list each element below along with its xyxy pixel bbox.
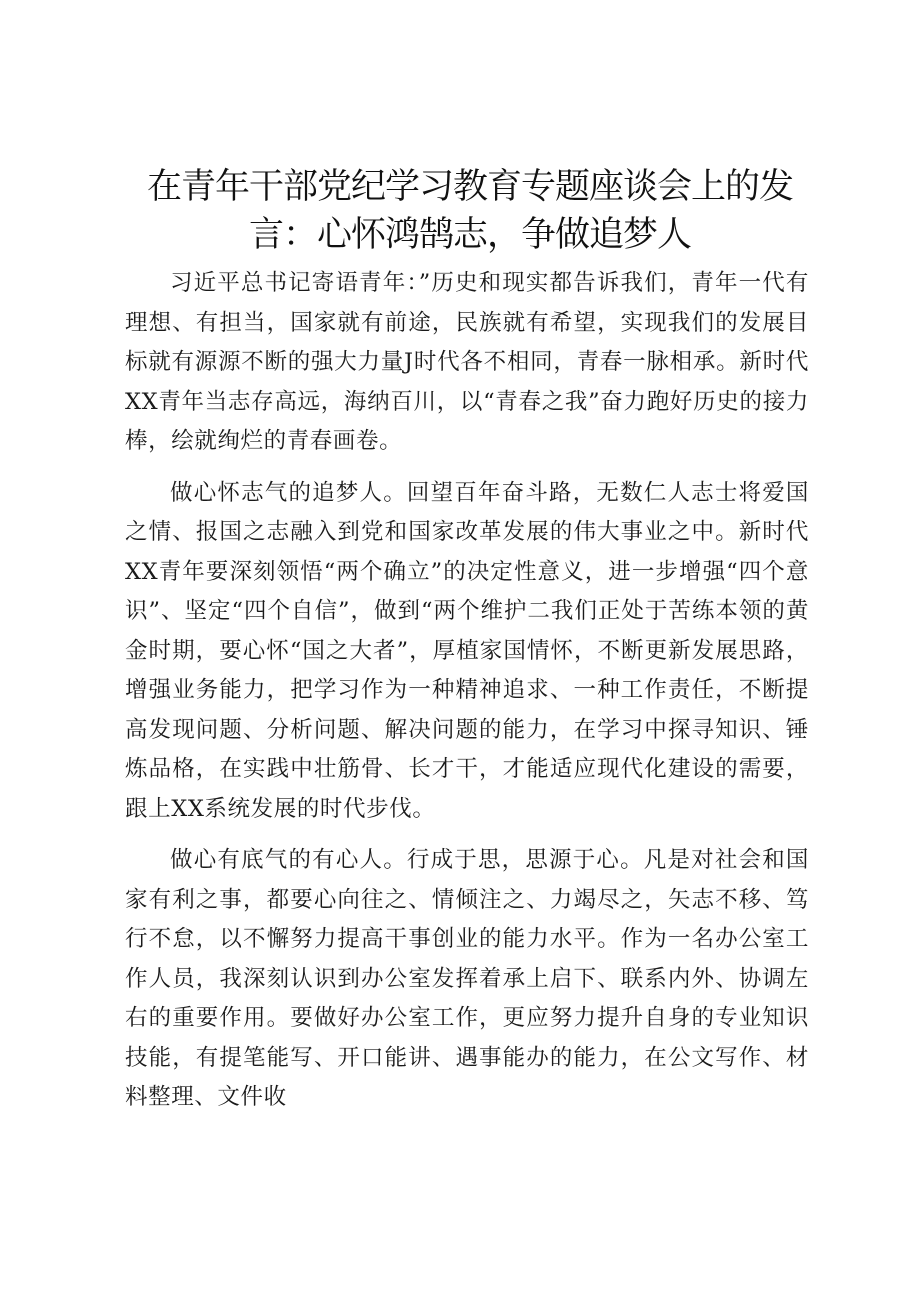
paragraph: 做心怀志气的追梦人。回望百年奋斗路，无数仁人志士将爱国之情、报国之志融入到党和国家改革发展的伟大事业之中。新时代XX青年要深刻领悟“两个确立”的决定性意义，进一步增强“四个意识”、坚定“四个自信”，做到“两个维护二我们正处于苦练本领的黄金时期，要心怀“国之大者”，厚植家国情怀，不断更新发展思路，增强业务能力，把学习作为一种精神追求、一种工作责任，不断提高发现问题、分析问题、解决问题的能力，在学习中探寻知识、锤炼品格，在实践中壮筋骨、长才干，才能适应现代化建设的需要，跟上XX系统发展的时代步伐。 [125,479,809,822]
paragraph: 习近平总书记寄语青年：”历史和现实都告诉我们，青年一代有理想、有担当，国家就有前途，民族就有希望，实现我们的发展目标就有源源不断的强大力量J时代各不相同，青春一脉相承。新时代XX青年当志存高远，海纳百川，以“青春之我”奋力跑好历史的接力棒，绘就绚烂的青春画卷。 [125,270,809,454]
document-title: 在青年干部党纪学习教育专题座谈会上的发言：心怀鸿鹄志，争做追梦人 [146,167,793,255]
paragraph: 做心有底气的有心人。行成于思，思源于心。凡是对社会和国家有利之事，都要心向往之、情倾注之、力竭尽之，矢志不移、笃行不怠，以不懈努力提高干事创业的能力水平。作为一名办公室工作人员，我深刻认识到办公室发挥着承上启下、联系内外、协调左右的重要作用。要做好办公室工作，更应努力提升自身的专业知识技能，有提笔能写、开口能讲、遇事能办的能力，在公文写作、材料整理、文件收 [125,847,809,1110]
document-body [125,264,809,1130]
